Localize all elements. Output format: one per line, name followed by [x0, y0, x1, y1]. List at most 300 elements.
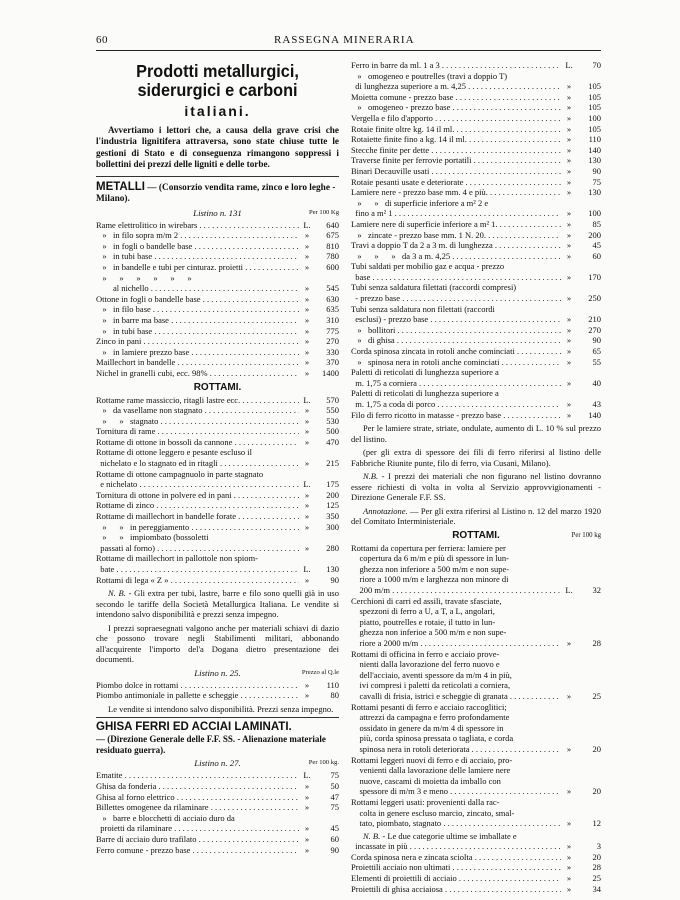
price-row — [96, 230, 339, 241]
item-price — [315, 553, 339, 564]
price-row — [351, 145, 601, 156]
item-price: 270 — [588, 324, 601, 335]
currency-mark: » — [304, 489, 310, 500]
item-description-line: copertura da 6 m/m e più di spessore in lun- — [351, 553, 509, 564]
article-title: Prodotti metallurgici, siderurgici e carboni — [136, 61, 299, 100]
item-price: 105 — [588, 102, 601, 113]
item-description: Piombo antimoniale in pallette e scheggie . . . — [96, 690, 299, 701]
item-price: 3 — [596, 841, 601, 852]
item-price: 32 — [592, 585, 601, 596]
item-price: 43 — [592, 399, 601, 409]
item-description: Corda spinosa nera e zincata sciolta . . . — [351, 852, 561, 863]
listino25-note: Le vendite si intendono salvo disponibilità. Prezzi senza impegno. — [108, 703, 334, 714]
currency-mark: L. — [303, 219, 311, 230]
item-description-line: piatto, poutrelles e rotaie, il tutto in lun- — [351, 616, 496, 627]
item-description: nichelato e lo stagnato ed in ritagli . . . — [96, 458, 299, 469]
item-description: Maillechort in bandelle . . . — [96, 357, 299, 368]
item-description: Rottame di maillechort in pallottole non spiom- — [96, 553, 258, 564]
item-description: » spinosa nera in rotoli anche cominciati . . . — [351, 357, 561, 368]
item-description: » barre e blocchetti di acciaio duro da — [96, 812, 235, 823]
item-price: 105 — [588, 81, 601, 92]
price-row — [96, 813, 339, 824]
item-description-line: più, corda spinosa pressata o tagliata, e corda — [351, 733, 514, 744]
currency-mark: » — [304, 357, 310, 368]
currency-mark — [299, 813, 315, 824]
item-price: 130 — [588, 187, 601, 198]
item-description: Tubi senza saldatura non filettati (raccordi — [351, 303, 495, 314]
price-row — [96, 680, 339, 691]
price-row — [96, 347, 339, 358]
price-row — [96, 416, 339, 427]
ghisa-price-list — [96, 770, 339, 855]
item-description: Tornitura di ottone in polvere ed in pani . . . — [96, 490, 299, 501]
page-number: 60 — [96, 34, 108, 46]
currency-mark: » — [566, 409, 572, 420]
section-rule-2 — [96, 717, 339, 718]
item-price — [315, 447, 339, 458]
price-row — [96, 437, 339, 448]
item-price: 125 — [326, 500, 339, 511]
currency-mark: » — [304, 230, 310, 241]
item-description-line: nuove, cascami di moietta da imballo con — [351, 775, 501, 786]
price-row — [351, 585, 601, 596]
rottami-left-para: I prezzi sopraesegnati valgono anche per materiali schiavi di dazio che possono trovare negli Stabilimenti militari, abbonando all'acquirente l'importo del'a Dogana dietro presentazione dei documenti. — [96, 622, 339, 665]
item-description-line: attrezzi da campagna e ferro profondamente — [351, 712, 510, 723]
item-price: 780 — [326, 251, 339, 262]
item-price: 130 — [588, 155, 601, 166]
currency-mark: » — [304, 283, 310, 294]
currency-mark — [299, 469, 315, 480]
listino25-heading: Listino n. 25. Prezzo al Q.le — [194, 667, 339, 678]
item-description: fino a m² 1 . . . — [351, 208, 561, 219]
price-row — [351, 410, 601, 421]
currency-mark: » — [304, 415, 310, 426]
item-description: » omogeneo e poutrelles (travi a doppio T) — [351, 70, 508, 81]
item-description: » bollitori . . . — [351, 325, 561, 336]
price-row — [351, 240, 601, 251]
rottami-right-heading: ROTTAMI. Per 100 kg — [452, 529, 601, 541]
currency-mark — [299, 447, 315, 458]
item-description-line: Rottami di officina in ferro e acciaio prove- — [351, 648, 500, 659]
currency-mark: » — [566, 377, 572, 388]
item-description: » in lamiere prezzo base . . . — [96, 347, 299, 358]
item-price: 200 — [588, 229, 601, 240]
price-row — [96, 336, 339, 347]
rottami-right-nb: N. B. - Le due categorie ultime se imballate e — [363, 830, 517, 841]
price-row — [351, 272, 601, 283]
currency-mark: » — [304, 500, 310, 511]
currency-mark: » — [566, 335, 572, 346]
item-description: Lamiere nere di superficie inferiore a m² 1. . . . — [351, 219, 561, 230]
item-price: 80 — [330, 690, 339, 701]
price-row — [351, 102, 601, 113]
item-price: 130 — [326, 564, 339, 574]
item-price: 45 — [330, 823, 339, 834]
currency-mark: » — [304, 336, 310, 347]
currency-mark: » — [566, 324, 572, 335]
item-price: 105 — [588, 123, 601, 134]
item-price — [577, 388, 601, 399]
price-row — [96, 553, 339, 564]
right-column — [351, 60, 601, 894]
price-row — [351, 113, 601, 124]
header-rule — [96, 50, 601, 51]
item-description: » zincate - prezzo base mm. 1 N. 20. . . . — [351, 230, 561, 241]
price-row — [351, 399, 601, 410]
item-description: bate . . . — [96, 564, 299, 575]
item-description: Rottame rame massiccio, ritagli lastre ecc. . . . — [96, 395, 299, 406]
currency-mark: » — [566, 638, 572, 649]
item-description-line: dell'acciaio, aventi spessore da m/m 4 in più, — [351, 669, 512, 680]
item-price: 175 — [326, 479, 339, 490]
price-row — [351, 325, 601, 336]
price-row — [351, 282, 601, 293]
item-description: Ottone in fogli o bandelle base . . . — [96, 294, 299, 305]
item-description-line: ivi compresi i paletti da reticolati a corniera, — [351, 680, 511, 691]
item-description: Rottame di ottone campagnuolo in parte stagnato — [96, 468, 264, 479]
currency-mark: » — [566, 873, 572, 883]
item-description: spinosa nera in rotoli deteriorata . . . — [351, 744, 561, 755]
item-description-line: venienti dalla lavorazione delle lamiere nere — [351, 765, 511, 776]
price-row — [96, 802, 339, 813]
item-description-line: ossidato in genere da m/m 4 di spessore in — [351, 722, 504, 733]
price-row — [351, 124, 601, 135]
item-description: Rottami di lega « Z » . . . — [96, 575, 299, 586]
item-description: proietti da rilaminare . . . — [96, 823, 299, 834]
extra-spessore-note: (per gli extra di spessore dei fili di ferro riferirsi al listino delle Fabbriche Riunite punte, filo di ferro, via Cusani, Milano). — [351, 447, 601, 468]
price-row — [96, 770, 339, 781]
item-description: spessore di m/m 3 e meno . . . — [351, 786, 561, 797]
price-row — [96, 368, 339, 379]
item-price: 28 — [592, 638, 601, 649]
currency-mark — [561, 198, 577, 209]
currency-mark: » — [304, 293, 310, 304]
currency-mark: » — [566, 91, 572, 102]
ghisa-heading: GHISA FERRI ED ACCIAI LAMINATI. — [96, 721, 292, 734]
price-row — [96, 834, 339, 845]
currency-mark: » — [566, 786, 572, 797]
item-price: 640 — [326, 219, 339, 230]
price-row — [96, 575, 339, 586]
item-price: 20 — [592, 786, 601, 797]
currency-mark: » — [304, 780, 310, 791]
item-description: Rotaiette finite fino a kg. 14 il ml. . . . — [351, 134, 561, 145]
price-row — [96, 273, 339, 284]
currency-mark: » — [566, 176, 572, 187]
currency-mark: L. — [303, 479, 311, 490]
currency-mark: » — [304, 521, 310, 532]
item-description: Vergella e filo d'apporto . . . — [351, 113, 561, 124]
currency-mark: L. — [565, 60, 573, 70]
item-price: 270 — [326, 336, 339, 347]
currency-mark: » — [304, 574, 310, 585]
price-row — [96, 220, 339, 231]
item-price: 530 — [326, 415, 339, 426]
currency-mark: » — [304, 346, 310, 357]
price-row — [351, 155, 601, 166]
item-description-line: ghezza non inferiore a 500 m/m e non supe- — [351, 563, 510, 574]
price-row — [96, 479, 339, 490]
item-description: Corda spinosa zincata in rotoli anche cominciati . . . — [351, 346, 561, 357]
item-description-line: nienti dalla lavorazione del ferro nuovo e — [351, 659, 500, 670]
price-row — [351, 873, 601, 884]
currency-mark: » — [304, 304, 310, 315]
currency-mark: » — [566, 841, 572, 852]
currency-mark: » — [304, 679, 310, 690]
item-description-line: riore a 1000 m/m e larghezza non minore di — [351, 574, 509, 585]
rottami-right-price-list — [351, 543, 601, 829]
price-row — [96, 251, 339, 262]
price-row — [351, 208, 601, 219]
item-description: passati al forno) . . . — [96, 543, 299, 554]
item-description-line: colta in genere escluso marcio, zincato, smal- — [351, 807, 515, 818]
item-description: » in filo base . . . — [96, 304, 299, 315]
item-price: 110 — [588, 134, 601, 145]
price-row — [96, 294, 339, 305]
currency-mark: » — [566, 399, 572, 409]
item-description: Tornitura di rame . . . — [96, 426, 299, 437]
item-description: Lamiere nere - prezzo base mm. 4 e più. . . . — [351, 187, 561, 198]
price-row — [351, 60, 601, 71]
item-description-line: ghezza non inferioe a 500 m/m e non supe- — [351, 627, 507, 638]
item-price: 775 — [326, 325, 339, 336]
item-description: » di ghisa . . . — [351, 335, 561, 346]
item-description: Rotaie pesanti usate e deteriorate . . . — [351, 177, 561, 188]
item-price — [315, 813, 339, 824]
item-description: Ghisa al forno elettrico . . . — [96, 792, 299, 803]
price-row — [96, 395, 339, 406]
item-description: Paletti di reticolati di lunghezza superiore a — [351, 388, 499, 399]
item-description: Moietta comune - prezzo base . . . — [351, 92, 561, 103]
item-description: » omogeneo - prezzo base . . . — [351, 102, 561, 113]
item-description: m. 1,75 a coda di porco . . . — [351, 399, 561, 410]
item-price: 470 — [326, 436, 339, 447]
price-row — [351, 187, 601, 198]
item-description-line: Rottami leggeri usati: provenienti dalla rac- — [351, 796, 500, 807]
item-description: incassate in più . . . — [351, 841, 561, 852]
item-description: Paletti di reticolati di lunghezza superiore a — [351, 367, 499, 378]
currency-mark: » — [304, 405, 310, 416]
currency-mark: » — [304, 791, 310, 802]
item-price: 215 — [326, 458, 339, 469]
item-description: » » in pereggiamento . . . — [96, 522, 299, 533]
currency-mark: » — [566, 883, 572, 894]
currency-mark: » — [566, 346, 572, 357]
currency-mark: » — [304, 240, 310, 251]
left-column — [96, 60, 339, 855]
price-row — [96, 315, 339, 326]
price-row — [96, 532, 339, 543]
price-row — [96, 564, 339, 575]
item-description: Billettes omogenee da rilaminare . . . — [96, 802, 299, 813]
item-description: » in filo sopra m/m 2 . . . — [96, 230, 299, 241]
item-price: 105 — [588, 91, 601, 102]
item-description: Proiettili di ghisa acciaiosa . . . — [351, 884, 561, 895]
item-price — [315, 273, 339, 284]
price-row — [96, 511, 339, 522]
item-price: 47 — [330, 791, 339, 802]
price-row — [96, 792, 339, 803]
item-description: » in tubi base . . . — [96, 251, 299, 262]
price-row — [96, 357, 339, 368]
item-description: Rottame di ottone in bossoli da cannone . . . — [96, 437, 299, 448]
currency-mark: » — [304, 314, 310, 325]
item-price: 370 — [326, 357, 339, 368]
currency-mark: » — [566, 851, 572, 862]
item-description: Rame elettrolitico in wirebars . . . — [96, 220, 299, 231]
price-row — [351, 198, 601, 209]
item-price: 70 — [592, 60, 601, 70]
item-price: 20 — [592, 851, 601, 862]
currency-mark: » — [304, 325, 310, 336]
item-description: » da vasellame non stagnato . . . — [96, 405, 299, 416]
currency-mark: » — [566, 155, 572, 166]
rottami-left-heading: ROTTAMI. — [193, 381, 242, 393]
lamiere-note: Per le lamiere strate, striate, ondulate, aumento di L. 10 % sul prezzo del listino. — [351, 423, 601, 444]
price-row — [96, 823, 339, 834]
ferro-price-list — [351, 60, 601, 420]
currency-mark: » — [566, 743, 572, 754]
currency-mark: » — [566, 102, 572, 113]
currency-mark: » — [566, 134, 572, 145]
price-row — [96, 469, 339, 480]
item-description-line: Rottami pesanti di ferro e acciaio raccoglitici; — [351, 701, 507, 712]
currency-mark: » — [566, 240, 572, 251]
item-price: 570 — [326, 394, 339, 405]
intro-notice: Avvertiamo i lettori che, a causa della grave crisi che l'industria lignitifera attraversa, sono state chiuse tutte le gestioni di Stato e di conseguenza rimangono soppressi i bollettini dei prezzi delle ligniti e delle torbe. — [96, 125, 339, 169]
item-price: 50 — [330, 780, 339, 791]
currency-mark — [561, 388, 577, 399]
rottami-left-nb: N. B. - Gli extra per tubi, lastre, barre e filo sono quelli già in uso secondo le tariffe della Società Metallurgica Italiana. Le vendite si intendono salvo disponibilità e prezzi senza impegno. — [96, 588, 339, 620]
metalli-price-list — [96, 220, 339, 379]
currency-mark: » — [304, 844, 310, 855]
price-row — [96, 326, 339, 337]
price-row — [351, 219, 601, 230]
item-description: Traverse finite per ferrovie portatili . . . — [351, 155, 561, 166]
price-row — [351, 230, 601, 241]
item-price: 60 — [330, 833, 339, 844]
item-price: 500 — [326, 426, 339, 437]
item-price — [577, 198, 601, 209]
item-description: Rotaie finite oltre kg. 14 il ml. . . . — [351, 124, 561, 135]
item-description: Proiettili acciaio non ultimati . . . — [351, 862, 561, 873]
currency-mark: » — [566, 293, 572, 304]
item-description: Zinco in pani . . . — [96, 336, 299, 347]
item-price: 280 — [326, 542, 339, 553]
item-description: Tubi senza saldatura filettati (raccordi compresi) — [351, 282, 517, 293]
item-price: 90 — [330, 844, 339, 855]
item-description: cavalli di frisia, istrici e scheggie di granata . . . — [351, 691, 561, 702]
item-price — [577, 304, 601, 315]
item-price: 65 — [592, 346, 601, 357]
item-description: » » » da 3 a m. 4,25 . . . — [351, 251, 561, 262]
item-description: Binari Decauville usati . . . — [351, 166, 561, 177]
currency-mark — [299, 553, 315, 564]
item-description: Travi a doppio T da 2 a 3 m. di lunghezza . . . — [351, 240, 561, 251]
price-row — [351, 691, 601, 702]
price-row — [351, 862, 601, 873]
item-price: 675 — [326, 230, 339, 241]
price-row — [351, 314, 601, 325]
annotazione: Annotazione. — Per gli extra riferirsi al Listino n. 12 del marzo 1920 del Comitato Interministeriale. — [351, 505, 601, 527]
currency-mark: » — [566, 123, 572, 134]
item-description: » in fogli o bandelle base . . . — [96, 241, 299, 252]
item-price: 200 — [326, 489, 339, 500]
price-row — [96, 522, 339, 533]
price-row — [351, 92, 601, 103]
price-row — [96, 304, 339, 315]
price-row — [96, 283, 339, 294]
item-description-line: Rottami da copertura per ferriera: lamiere per — [351, 542, 506, 553]
item-description: » » di superficie inferiore a m² 2 e — [351, 197, 489, 208]
price-row — [351, 335, 601, 346]
price-row — [351, 638, 601, 649]
item-description-line: Cerchioni di carri ed assili, travate sfasciate, — [351, 595, 502, 606]
currency-mark: » — [304, 833, 310, 844]
item-price: 85 — [592, 218, 601, 229]
currency-mark: » — [566, 208, 572, 219]
price-row — [351, 304, 601, 315]
item-description: Elementi di proiettili di acciaio . . . — [351, 873, 561, 884]
item-price: 210 — [588, 314, 601, 325]
currency-mark — [561, 71, 577, 82]
item-price: 75 — [330, 770, 339, 781]
currency-mark: » — [566, 818, 572, 829]
currency-mark — [561, 367, 577, 378]
item-price: 55 — [592, 356, 601, 367]
item-description: 200 m/m . . . — [351, 585, 561, 596]
item-description: m. 1,75 a corniera . . . — [351, 378, 561, 389]
currency-mark: » — [304, 436, 310, 447]
currency-mark: » — [304, 251, 310, 262]
item-price: 90 — [330, 574, 339, 585]
price-row — [351, 818, 601, 829]
item-price — [315, 532, 339, 543]
item-price: 45 — [592, 240, 601, 251]
currency-mark: L. — [303, 564, 311, 574]
price-row — [351, 841, 601, 852]
currency-mark: » — [304, 367, 310, 378]
currency-mark — [561, 261, 577, 272]
item-price: 75 — [592, 176, 601, 187]
item-price: 90 — [592, 165, 601, 176]
price-row — [96, 690, 339, 701]
right-nb: N.B. - I prezzi dei materiali che non figurano nel listino dovranno essere richiesti di volta in volta al Servizio approvvigionamenti - Direzione Generale F.F. SS. — [351, 471, 601, 503]
price-row — [351, 367, 601, 378]
price-row — [96, 845, 339, 856]
item-price — [577, 261, 601, 272]
item-description: » » impiombato (bossoletti — [96, 532, 209, 543]
currency-mark: » — [566, 691, 572, 701]
item-price — [577, 282, 601, 293]
currency-mark: » — [566, 165, 572, 176]
price-row — [96, 426, 339, 437]
item-description: riore a 2000 m/m . . . — [351, 638, 561, 649]
currency-mark — [561, 282, 577, 293]
rottami-left-price-list — [96, 395, 339, 586]
currency-mark — [299, 273, 315, 284]
item-description: » in bandelle e tubi per cinturaz. proietti . . . — [96, 262, 299, 273]
item-price: 545 — [326, 283, 339, 294]
currency-mark: » — [304, 823, 310, 834]
item-price: 350 — [326, 511, 339, 522]
item-description: di lunghezza superiore a m. 4,25 . . . — [351, 81, 561, 92]
item-description: al nichello . . . — [96, 283, 299, 294]
item-description: Rottame di ottone leggero e pesante escluso il — [96, 447, 253, 458]
item-price — [315, 469, 339, 480]
item-description: Tubi saldati per mobilio gaz e acqua - prezzo — [351, 261, 505, 272]
item-price: 300 — [326, 521, 339, 532]
